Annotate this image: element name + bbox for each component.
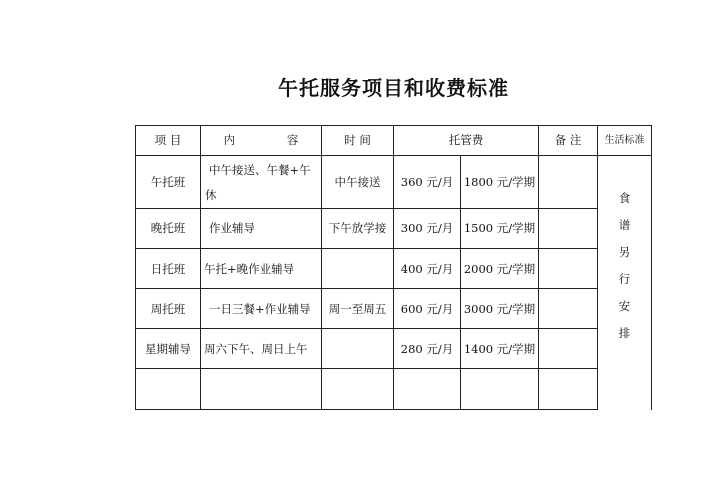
- life-note-char: 食: [618, 191, 631, 205]
- header-life-standard: 生活标准: [604, 135, 645, 146]
- header-time: 时 间: [344, 133, 371, 147]
- row-project: 周托班: [150, 302, 186, 316]
- row-divider: [135, 368, 597, 369]
- row-divider: [135, 208, 597, 209]
- row-fee-term: 1500 元/学期: [463, 221, 536, 235]
- table-border-bottom: [135, 409, 597, 410]
- row-time: 下午放学接: [328, 221, 387, 235]
- row-fee-month: 300 元/月: [400, 221, 454, 235]
- row-divider: [135, 248, 597, 249]
- header-project: 项 目: [154, 133, 182, 147]
- life-note-char: 另: [618, 245, 631, 259]
- table-border-right: [651, 125, 652, 410]
- row-fee-month: 400 元/月: [400, 262, 454, 276]
- page-title: 午托服务项目和收费标准: [278, 76, 509, 100]
- row-project: 晚托班: [150, 221, 186, 235]
- life-note-char: 安: [618, 299, 631, 313]
- row-content: 午托+晚作业辅导: [204, 262, 295, 276]
- row-content: 中午接送、午餐+午: [209, 163, 311, 177]
- row-content: 休: [205, 188, 217, 202]
- row-time: 中午接送: [334, 175, 381, 189]
- header-content: 内 容: [223, 133, 299, 147]
- row-time: 周一至周五: [328, 302, 387, 316]
- row-fee-month: 360 元/月: [400, 175, 454, 189]
- row-project: 午托班: [150, 175, 186, 189]
- row-divider: [135, 288, 597, 289]
- row-content: 一日三餐+作业辅导: [209, 302, 311, 316]
- row-fee-term: 2000 元/学期: [463, 262, 536, 276]
- column-divider: [538, 125, 539, 410]
- column-divider: [200, 125, 201, 410]
- row-project: 星期辅导: [145, 342, 191, 356]
- row-fee-month: 280 元/月: [400, 342, 454, 356]
- life-note-char: 行: [618, 272, 631, 286]
- row-divider: [135, 328, 597, 329]
- column-divider: [597, 125, 598, 410]
- column-divider: [460, 155, 461, 410]
- row-fee-term: 1800 元/学期: [463, 175, 536, 189]
- column-divider: [321, 125, 322, 410]
- row-content: 周六下午、周日上午: [204, 342, 308, 356]
- header-fee: 托管费: [448, 133, 484, 147]
- header-note: 备 注: [554, 133, 582, 147]
- row-fee-term: 3000 元/学期: [463, 302, 536, 316]
- row-project: 日托班: [150, 262, 186, 276]
- life-note-char: 排: [618, 326, 631, 340]
- row-fee-month: 600 元/月: [400, 302, 454, 316]
- row-content: 作业辅导: [209, 221, 255, 235]
- life-note-char: 谱: [618, 218, 631, 232]
- row-fee-term: 1400 元/学期: [463, 342, 536, 356]
